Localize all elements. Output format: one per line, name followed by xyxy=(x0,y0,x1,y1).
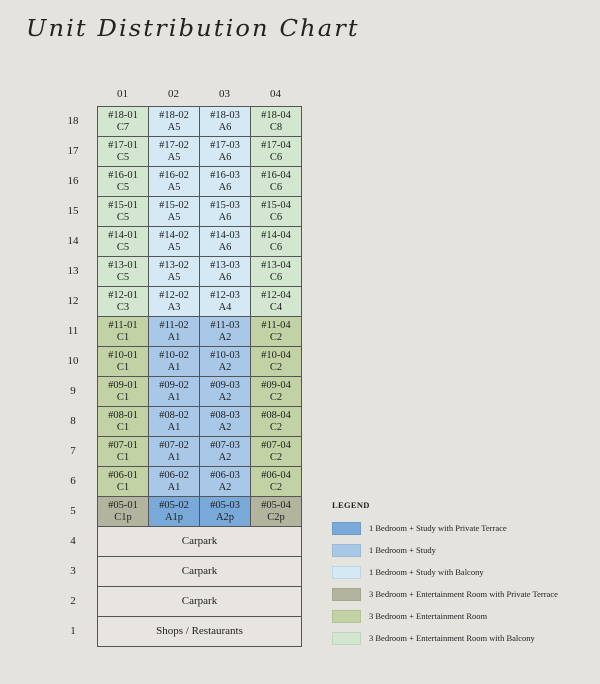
floor-labels xyxy=(55,106,91,646)
unit-number: #10-03 xyxy=(210,350,240,361)
unit-cell xyxy=(251,287,302,317)
unit-cell xyxy=(149,227,200,257)
unit-number: #12-01 xyxy=(108,290,138,301)
unit-type: A2p xyxy=(215,511,235,523)
unit-type: C6 xyxy=(269,181,283,193)
unit-cell xyxy=(200,497,251,527)
unit-number: #18-02 xyxy=(159,110,189,121)
unit-cell xyxy=(200,347,251,377)
unit-type: C1 xyxy=(116,361,130,373)
facility-cell: Shops / Restaurants xyxy=(98,617,302,647)
unit-cell xyxy=(98,317,149,347)
legend-title: LEGEND xyxy=(332,500,370,510)
unit-cell xyxy=(251,377,302,407)
unit-cell xyxy=(98,257,149,287)
unit-number: #18-04 xyxy=(261,110,291,121)
unit-number: #16-02 xyxy=(159,170,189,181)
legend-items xyxy=(332,517,558,649)
unit-number: #05-02 xyxy=(159,500,189,511)
unit-number: #08-02 xyxy=(159,410,189,421)
unit-type: C2p xyxy=(267,511,285,523)
unit-cell xyxy=(149,167,200,197)
unit-cell xyxy=(200,167,251,197)
unit-number: #09-01 xyxy=(108,380,138,391)
unit-number: #07-04 xyxy=(261,440,291,451)
legend-swatch xyxy=(332,588,361,601)
unit-cell xyxy=(200,467,251,497)
unit-number: #09-04 xyxy=(261,380,291,391)
unit-number: #12-02 xyxy=(159,290,189,301)
unit-number: #06-01 xyxy=(108,470,138,481)
unit-cell xyxy=(149,317,200,347)
unit-cell xyxy=(98,167,149,197)
unit-type: A6 xyxy=(218,151,232,163)
unit-cell xyxy=(251,437,302,467)
column-header: 03 xyxy=(219,88,230,100)
legend-item xyxy=(332,561,558,583)
unit-number: #15-01 xyxy=(108,200,138,211)
unit-cell xyxy=(98,227,149,257)
unit-cell xyxy=(200,257,251,287)
unit-grid xyxy=(97,106,302,647)
legend-label: 1 Bedroom + Study with Balcony xyxy=(369,567,484,577)
legend xyxy=(332,500,558,649)
unit-number: #11-01 xyxy=(108,320,138,331)
unit-type: A1 xyxy=(167,391,181,403)
unit-cell xyxy=(200,287,251,317)
unit-cell xyxy=(149,287,200,317)
unit-type: C4 xyxy=(269,301,283,313)
unit-number: #13-02 xyxy=(159,260,189,271)
legend-swatch xyxy=(332,632,361,645)
floor-label: 8 xyxy=(70,415,76,427)
unit-cell xyxy=(251,347,302,377)
unit-number: #06-03 xyxy=(210,470,240,481)
unit-cell xyxy=(200,407,251,437)
unit-number: #05-04 xyxy=(261,500,291,511)
unit-cell xyxy=(98,497,149,527)
legend-swatch xyxy=(332,566,361,579)
unit-number: #17-01 xyxy=(108,140,138,151)
unit-number: #11-04 xyxy=(261,320,291,331)
floor-label: 10 xyxy=(67,355,79,367)
unit-type: A3 xyxy=(167,301,181,313)
unit-cell xyxy=(251,497,302,527)
unit-cell xyxy=(98,107,149,137)
unit-type: C6 xyxy=(269,271,283,283)
unit-type: C5 xyxy=(116,151,130,163)
column-header-row xyxy=(97,88,301,100)
unit-number: #15-04 xyxy=(261,200,291,211)
legend-label: 3 Bedroom + Entertainment Room xyxy=(369,611,488,621)
unit-cell xyxy=(251,197,302,227)
facility-cell: Carpark xyxy=(98,527,302,557)
unit-number: #17-04 xyxy=(261,140,291,151)
floor-label: 14 xyxy=(67,235,79,247)
unit-cell xyxy=(149,137,200,167)
unit-type: A5 xyxy=(167,271,181,283)
unit-type: C5 xyxy=(116,211,130,223)
unit-type: A2 xyxy=(218,361,232,373)
unit-cell xyxy=(200,317,251,347)
unit-number: #17-02 xyxy=(159,140,189,151)
legend-swatch xyxy=(332,610,361,623)
unit-number: #06-04 xyxy=(261,470,291,481)
unit-type: C6 xyxy=(269,241,283,253)
unit-type: A6 xyxy=(218,181,232,193)
unit-cell xyxy=(149,377,200,407)
unit-cell xyxy=(251,257,302,287)
unit-number: #07-01 xyxy=(108,440,138,451)
floor-label: 12 xyxy=(67,295,79,307)
unit-type: A6 xyxy=(218,271,232,283)
unit-cell xyxy=(200,227,251,257)
unit-type: A5 xyxy=(167,181,181,193)
unit-number: #08-04 xyxy=(261,410,291,421)
column-header: 04 xyxy=(270,88,281,100)
unit-cell xyxy=(251,227,302,257)
unit-type: A1 xyxy=(167,451,181,463)
unit-type: C1 xyxy=(116,391,130,403)
unit-number: #07-03 xyxy=(210,440,240,451)
unit-number: #14-02 xyxy=(159,230,189,241)
legend-label: 3 Bedroom + Entertainment Room with Private Terrace xyxy=(369,589,558,599)
unit-cell xyxy=(200,197,251,227)
unit-type: C1 xyxy=(116,481,130,493)
unit-number: #11-03 xyxy=(210,320,240,331)
unit-type: C2 xyxy=(269,421,283,433)
unit-cell xyxy=(149,197,200,227)
unit-type: A5 xyxy=(167,211,181,223)
unit-cell xyxy=(200,107,251,137)
unit-number: #09-03 xyxy=(210,380,240,391)
floor-label: 11 xyxy=(67,325,79,337)
legend-label: 1 Bedroom + Study xyxy=(369,545,436,555)
unit-cell xyxy=(251,317,302,347)
unit-number: #08-01 xyxy=(108,410,138,421)
unit-cell xyxy=(98,347,149,377)
unit-type: C1p xyxy=(114,511,132,523)
unit-cell xyxy=(98,137,149,167)
legend-item xyxy=(332,583,558,605)
unit-number: #13-03 xyxy=(210,260,240,271)
unit-type: A1 xyxy=(167,421,181,433)
unit-number: #11-02 xyxy=(159,320,189,331)
unit-cell xyxy=(98,407,149,437)
unit-number: #16-04 xyxy=(261,170,291,181)
unit-number: #18-01 xyxy=(108,110,138,121)
legend-label: 3 Bedroom + Entertainment Room with Balcony xyxy=(369,633,535,643)
unit-type: C1 xyxy=(116,421,130,433)
unit-type: C2 xyxy=(269,391,283,403)
unit-cell xyxy=(200,377,251,407)
unit-number: #14-03 xyxy=(210,230,240,241)
chart-title: Unit Distribution Chart xyxy=(26,16,360,42)
unit-number: #13-04 xyxy=(261,260,291,271)
legend-item xyxy=(332,605,558,627)
unit-number: #09-02 xyxy=(159,380,189,391)
legend-item xyxy=(332,517,558,539)
floor-label: 4 xyxy=(70,535,76,547)
floor-label: 9 xyxy=(70,385,76,397)
unit-type: A5 xyxy=(167,241,181,253)
unit-type: C1 xyxy=(116,331,130,343)
unit-number: #16-01 xyxy=(108,170,138,181)
unit-type: A2 xyxy=(218,391,232,403)
unit-type: A6 xyxy=(218,241,232,253)
unit-type: C7 xyxy=(116,121,130,133)
unit-cell xyxy=(98,467,149,497)
floor-label: 17 xyxy=(67,145,79,157)
floor-label: 2 xyxy=(70,595,76,607)
facility-cell: Carpark xyxy=(98,557,302,587)
unit-type: C5 xyxy=(116,271,130,283)
unit-number: #13-01 xyxy=(108,260,138,271)
unit-type: C2 xyxy=(269,481,283,493)
unit-type: A1 xyxy=(167,331,181,343)
unit-cell xyxy=(200,437,251,467)
floor-label: 16 xyxy=(67,175,79,187)
unit-cell xyxy=(251,407,302,437)
unit-number: #17-03 xyxy=(210,140,240,151)
floor-label: 13 xyxy=(67,265,79,277)
unit-number: #12-03 xyxy=(210,290,240,301)
unit-number: #18-03 xyxy=(210,110,240,121)
unit-number: #16-03 xyxy=(210,170,240,181)
floor-label: 7 xyxy=(70,445,76,457)
unit-cell xyxy=(251,107,302,137)
unit-cell xyxy=(251,167,302,197)
unit-type: C2 xyxy=(269,331,283,343)
unit-type: C3 xyxy=(116,301,130,313)
unit-type: C6 xyxy=(269,151,283,163)
legend-swatch xyxy=(332,544,361,557)
unit-type: C5 xyxy=(116,181,130,193)
unit-type: C2 xyxy=(269,451,283,463)
unit-type: A6 xyxy=(218,211,232,223)
unit-type: A2 xyxy=(218,331,232,343)
legend-item xyxy=(332,627,558,649)
unit-type: A2 xyxy=(218,481,232,493)
floor-label: 1 xyxy=(70,625,76,637)
floor-label: 3 xyxy=(70,565,76,577)
unit-number: #06-02 xyxy=(159,470,189,481)
legend-swatch xyxy=(332,522,361,535)
unit-number: #15-02 xyxy=(159,200,189,211)
unit-type: A1p xyxy=(164,511,184,523)
floor-label: 18 xyxy=(67,115,79,127)
unit-cell xyxy=(149,347,200,377)
unit-type: A4 xyxy=(218,301,232,313)
unit-cell xyxy=(200,137,251,167)
unit-type: A2 xyxy=(218,421,232,433)
unit-cell xyxy=(149,257,200,287)
unit-cell xyxy=(98,377,149,407)
unit-type: A2 xyxy=(218,451,232,463)
unit-cell xyxy=(251,467,302,497)
unit-type: A1 xyxy=(167,361,181,373)
unit-type: A5 xyxy=(167,151,181,163)
unit-number: #10-02 xyxy=(159,350,189,361)
unit-number: #10-04 xyxy=(261,350,291,361)
facility-cell: Carpark xyxy=(98,587,302,617)
unit-cell xyxy=(98,437,149,467)
floor-label: 6 xyxy=(70,475,76,487)
legend-label: 1 Bedroom + Study with Private Terrace xyxy=(369,523,507,533)
unit-number: #05-01 xyxy=(108,500,138,511)
floor-label: 15 xyxy=(67,205,79,217)
unit-number: #07-02 xyxy=(159,440,189,451)
unit-type: C6 xyxy=(269,211,283,223)
unit-type: C2 xyxy=(269,361,283,373)
unit-type: A5 xyxy=(167,121,181,133)
unit-number: #12-04 xyxy=(261,290,291,301)
unit-number: #08-03 xyxy=(210,410,240,421)
unit-cell xyxy=(149,107,200,137)
unit-number: #14-04 xyxy=(261,230,291,241)
floor-label: 5 xyxy=(70,505,76,517)
unit-number: #15-03 xyxy=(210,200,240,211)
unit-number: #10-01 xyxy=(108,350,138,361)
unit-cell xyxy=(251,137,302,167)
unit-type: C1 xyxy=(116,451,130,463)
column-header: 01 xyxy=(117,88,128,100)
unit-type: C8 xyxy=(269,121,283,133)
legend-item xyxy=(332,539,558,561)
unit-type: A1 xyxy=(167,481,181,493)
unit-cell xyxy=(149,467,200,497)
unit-type: C5 xyxy=(116,241,130,253)
unit-type: A6 xyxy=(218,121,232,133)
unit-cell xyxy=(98,287,149,317)
unit-cell xyxy=(149,407,200,437)
unit-cell xyxy=(149,437,200,467)
unit-cell xyxy=(149,497,200,527)
unit-number: #05-03 xyxy=(210,500,240,511)
column-header: 02 xyxy=(168,88,179,100)
unit-cell xyxy=(98,197,149,227)
unit-number: #14-01 xyxy=(108,230,138,241)
